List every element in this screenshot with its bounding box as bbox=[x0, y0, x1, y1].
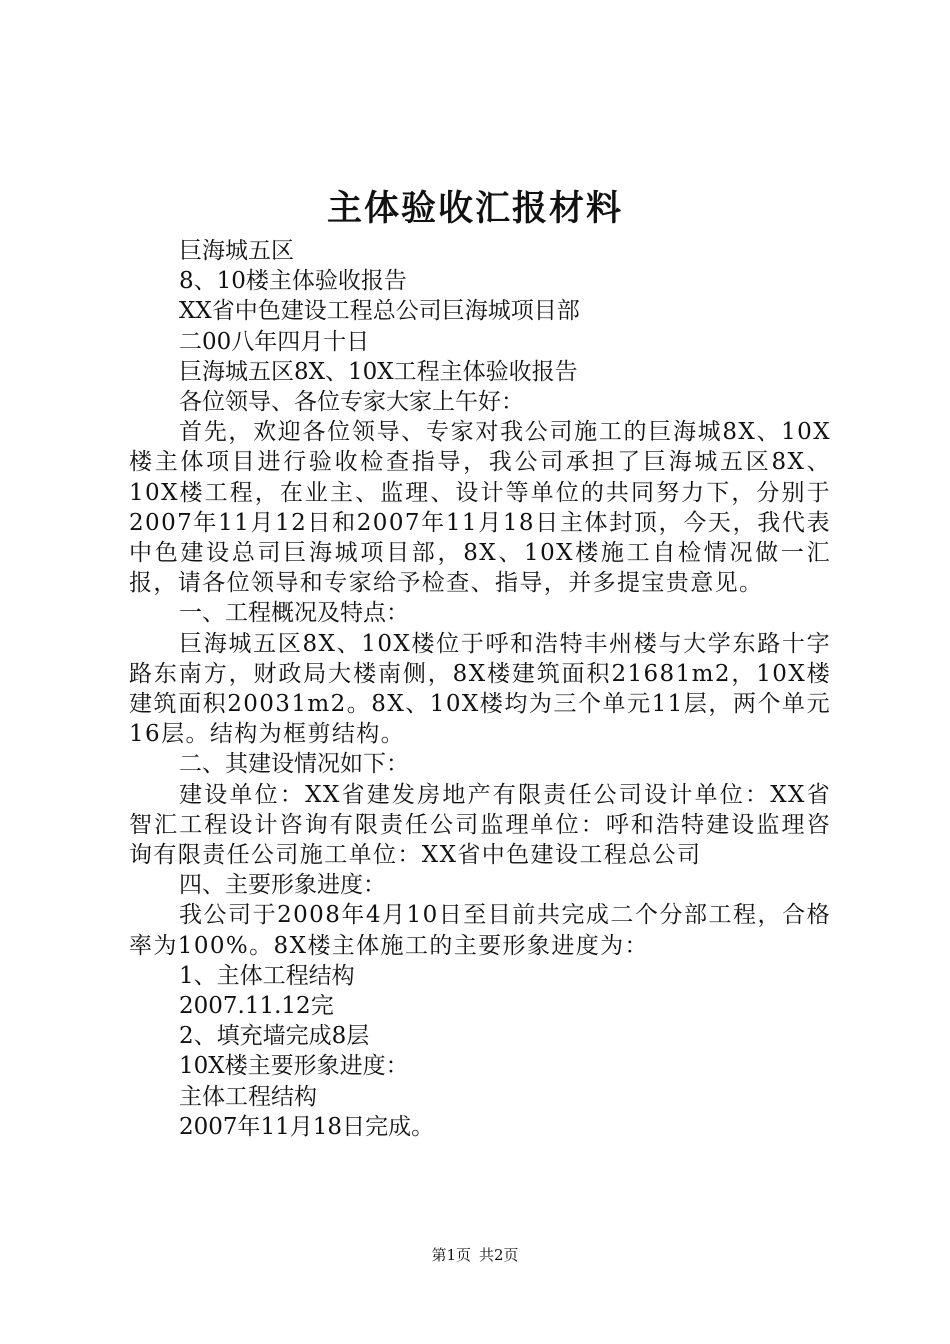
page-footer bbox=[0, 1244, 950, 1266]
document-title: 主体验收汇报材料 bbox=[326, 188, 623, 229]
text-line: 二00八年四月十日 bbox=[179, 328, 370, 355]
text-line: 10X楼主要形象进度： bbox=[179, 1053, 409, 1080]
text-line: 主体工程结构 bbox=[179, 1083, 317, 1110]
page-number: 第1页 bbox=[431, 1246, 471, 1264]
text-line: 2、填充墙完成8层 bbox=[179, 1023, 370, 1050]
text-line: 1、主体工程结构 bbox=[179, 962, 355, 989]
text-line: 巨海城五区 bbox=[179, 238, 294, 264]
paragraph: 我公司于2008年4月10日至目前共完成二个分部工程，合格率为100%。8X楼主体施工的主要形象进度为： bbox=[129, 902, 831, 959]
text-line: XX省中色建设工程总公司巨海城项目部 bbox=[179, 298, 580, 325]
page-total: 共2页 bbox=[479, 1246, 519, 1264]
text-line: 2007.11.12完 bbox=[179, 993, 334, 1020]
section-heading: 四、主要形象进度： bbox=[179, 872, 386, 899]
text-line: 各位领导、各位专家大家上午好： bbox=[179, 389, 524, 416]
paragraph: 巨海城五区8X、10X楼位于呼和浩特丰州楼与大学东路十字路东南方，财政局大楼南侧，8X楼建筑面积21681m2，10X楼建筑面积20031m2。8X、10X楼均为三个单元11层，两个单元16层。结构为框剪结构。 bbox=[129, 630, 831, 748]
document-body bbox=[129, 236, 831, 1142]
text-line: 2007年11月18日完成。 bbox=[179, 1113, 435, 1140]
text-line: 巨海城五区8X、10X工程主体验收报告 bbox=[179, 358, 578, 385]
section-heading: 二、其建设情况如下： bbox=[179, 751, 409, 778]
text-line: 8、10楼主体验收报告 bbox=[179, 268, 407, 295]
section-heading: 一、工程概况及特点： bbox=[179, 600, 409, 627]
paragraph: 建设单位：XX省建发房地产有限责任公司设计单位：XX省智汇工程设计咨询有限责任公司监理单位：呼和浩特建设监理咨询有限责任公司施工单位：XX省中色建设工程总公司 bbox=[129, 781, 831, 869]
paragraph: 首先，欢迎各位领导、专家对我公司施工的巨海城8X、10X楼主体项目进行验收检查指导，我公司承担了巨海城五区8X、10X楼工程，在业主、监理、设计等单位的共同努力下，分别于2007年11月12日和2007年11月18日主体封顶，今天，我代表中色建设总司巨海城项目部，8X、10X楼施工自检情况做一汇报，请各位领导和专家给予检查、指导，并多提宝贵意见。 bbox=[129, 419, 831, 597]
